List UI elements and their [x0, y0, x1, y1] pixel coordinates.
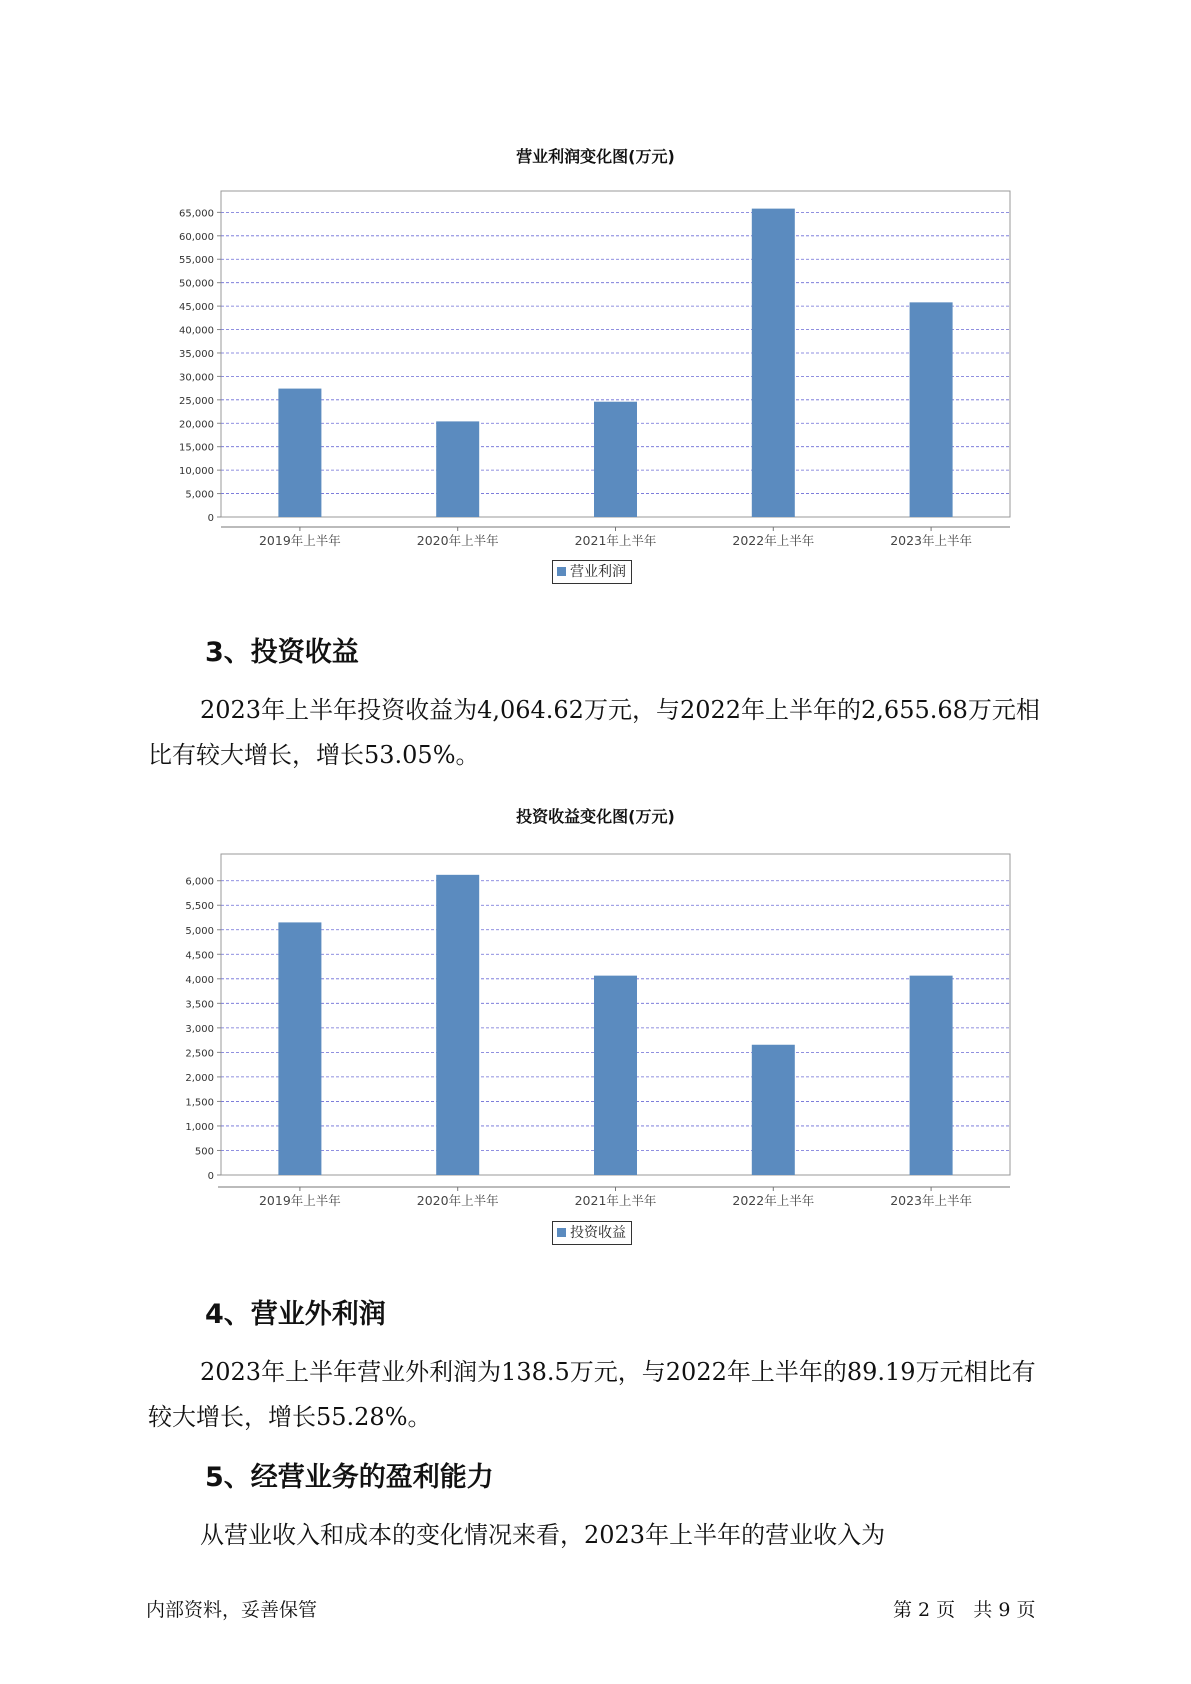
x-tick-label: 2020年上半年: [416, 1193, 499, 1208]
x-tick-label: 2023年上半年: [890, 533, 973, 548]
y-tick-label: 0: [207, 513, 214, 524]
y-tick-label: 5,000: [185, 925, 214, 937]
y-tick-label: 25,000: [179, 395, 214, 407]
section5-text: 从营业收入和成本的变化情况来看，2023年上半年的营业收入为: [200, 1521, 886, 1549]
legend-swatch-icon: [557, 1228, 566, 1237]
y-tick-label: 1,000: [185, 1121, 214, 1133]
y-tick-label: 45,000: [179, 302, 214, 314]
bar: [594, 976, 637, 1175]
section4-text: 2023年上半年营业外利润为138.5万元，与2022年上半年的89.19万元相比有较大增长，增长55.28%。: [148, 1358, 1036, 1431]
section5-heading: 5、经营业务的盈利能力: [205, 1462, 494, 1493]
bar: [752, 1045, 795, 1175]
y-tick-label: 30,000: [179, 372, 214, 384]
footer-page-number: 第 2 页 共 9 页: [893, 1599, 1036, 1621]
y-tick-label: 5,500: [185, 901, 214, 913]
y-tick-label: 15,000: [179, 442, 214, 454]
y-tick-label: 6,000: [185, 876, 214, 888]
y-tick-label: 50,000: [179, 278, 214, 290]
x-tick-label: 2019年上半年: [258, 1193, 341, 1208]
y-tick-label: 4,000: [185, 974, 214, 986]
y-tick-label: 0: [207, 1171, 214, 1182]
section4-heading: 4、营业外利润: [205, 1299, 386, 1330]
x-tick-label: 2020年上半年: [416, 533, 499, 548]
y-tick-label: 500: [194, 1146, 214, 1158]
y-tick-label: 3,000: [185, 1023, 214, 1035]
chart1-title: 营业利润变化图(万元): [516, 147, 675, 166]
chart2-legend: [552, 1221, 632, 1245]
chart1-legend-label: 营业利润: [570, 564, 626, 580]
x-tick-label: 2019年上半年: [258, 533, 341, 548]
y-tick-label: 55,000: [179, 255, 214, 267]
bar: [436, 875, 479, 1175]
y-tick-label: 3,500: [185, 999, 214, 1011]
y-tick-label: 65,000: [179, 208, 214, 220]
x-tick-label: 2022年上半年: [732, 533, 815, 548]
y-tick-label: 2,500: [185, 1048, 214, 1060]
y-tick-label: 20,000: [179, 419, 214, 431]
x-tick-label: 2021年上半年: [574, 1193, 657, 1208]
footer-left: 内部资料，妥善保管: [146, 1599, 318, 1621]
y-tick-label: 2,000: [185, 1072, 214, 1084]
y-tick-label: 60,000: [179, 231, 214, 243]
y-tick-label: 5,000: [185, 489, 214, 501]
y-tick-label: 4,500: [185, 950, 214, 962]
chart2-legend-label: 投资收益: [570, 1225, 626, 1241]
x-tick-label: 2022年上半年: [732, 1193, 815, 1208]
section3-heading: 3、投资收益: [205, 637, 359, 668]
section4-paragraph: [148, 1350, 1048, 1440]
bar: [278, 922, 321, 1175]
y-tick-label: 35,000: [179, 348, 214, 360]
section3-text: 2023年上半年投资收益为4,064.62万元，与2022年上半年的2,655.68万元相比有较大增长，增长53.05%。: [148, 696, 1040, 769]
x-tick-label: 2023年上半年: [890, 1193, 973, 1208]
chart2-title: 投资收益变化图(万元): [516, 807, 675, 826]
bar: [910, 976, 953, 1175]
y-tick-label: 1,500: [185, 1097, 214, 1109]
y-tick-label: 10,000: [179, 466, 214, 478]
x-tick-label: 2021年上半年: [574, 533, 657, 548]
y-tick-label: 40,000: [179, 325, 214, 337]
section5-paragraph: [148, 1513, 1048, 1558]
